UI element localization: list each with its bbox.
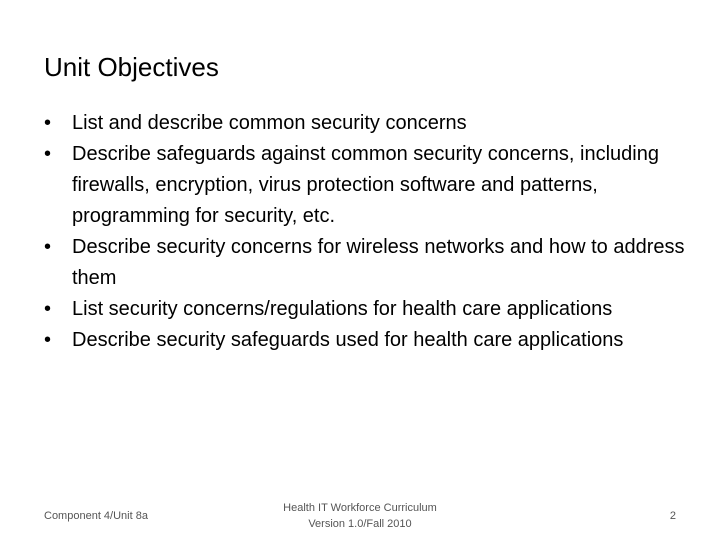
footer-curriculum-info [260,500,460,532]
objective-text: Describe security concerns for wireless networks and how to address them [72,236,685,289]
objective-item [44,325,704,356]
bullet-dot-icon: • [44,329,52,351]
footer-curriculum-title: Health IT Workforce Curriculum [283,502,437,514]
objective-item [44,294,704,325]
objective-item [44,232,704,294]
page-number: 2 [669,510,676,522]
objective-text: List security concerns/regulations for health care applications [72,298,613,320]
footer-component-label: Component 4/Unit 8a [44,510,148,522]
bullet-dot-icon: • [44,143,52,165]
bullet-dot-icon: • [44,112,52,134]
slide-title: Unit Objectives [44,52,219,82]
objective-text: List and describe common security concerns [72,112,467,134]
footer-version: Version 1.0/Fall 2010 [308,518,412,530]
objective-item [44,108,704,139]
objective-text: Describe security safeguards used for health care applications [72,329,624,351]
objective-item [44,139,704,232]
bullet-dot-icon: • [44,298,52,320]
bullet-dot-icon: • [44,236,52,258]
objectives-list [44,108,704,356]
objective-text: Describe safeguards against common security concerns, including firewalls, encryption, virus protection software and patterns, programming for security, etc. [72,143,659,227]
